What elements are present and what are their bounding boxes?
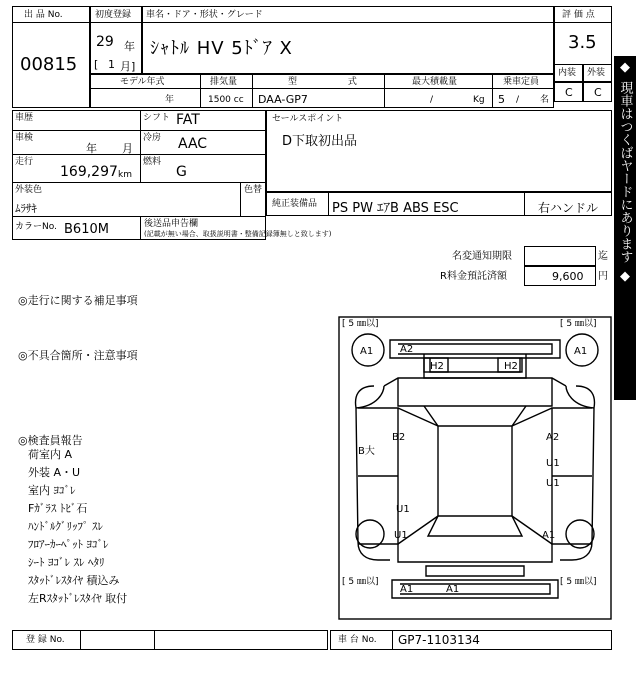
divider (12, 130, 266, 131)
right-side-outline (560, 386, 594, 560)
banner-diamond-top: ◆ (620, 60, 630, 75)
diagram-frame (339, 317, 611, 619)
divider (252, 74, 253, 108)
shift-label: シフト (143, 113, 171, 123)
capacity-value: 5 (498, 93, 505, 106)
mark-tire-fr: A1 (574, 346, 588, 357)
mark-left-rear-u1a: U1 (396, 504, 410, 515)
inspection-month-unit: 月 (122, 142, 133, 155)
divider (12, 22, 90, 23)
defects-title: ◎不具合箇所・注意事項 (18, 349, 138, 362)
divider (140, 216, 141, 240)
history-label: 車歴 (15, 113, 34, 123)
inspector-line: 外装 A・U (28, 466, 81, 479)
mileage-label: 走行 (15, 157, 34, 167)
inspection-year-unit: 年 (86, 142, 97, 155)
color-value: ﾑﾗｻｷ (15, 202, 37, 215)
first-reg-label: 初度登録 (95, 10, 132, 20)
left-side-outline (356, 386, 390, 560)
mark-rear-bumper-a1a: A1 (400, 584, 414, 595)
name-change-unit: 迄 (598, 251, 608, 262)
recycle-label: R料金預託済額 (440, 271, 507, 282)
car-name-label: 車名・ドア・形状・グレード (146, 10, 263, 20)
capacity-label: 乗車定員 (503, 77, 540, 87)
inspector-line: 左Rｽﾀｯﾄﾞﾚｽﾀｲﾔ 取付 (28, 592, 128, 605)
first-reg-month: 1 (108, 58, 115, 71)
mark-left-rear-u1b: U1 (394, 530, 408, 541)
exterior-grade: C (594, 86, 602, 99)
first-reg-year: 29 (96, 34, 114, 50)
model-year-unit: 年 (165, 95, 175, 105)
sales-point-value: D下取初出品 (282, 134, 358, 149)
equipment-value: PS PW ｴｱB ABS ESC (332, 201, 459, 216)
exterior-label: 外装 (587, 68, 606, 78)
driving-notes-title: ◎走行に関する補足事項 (18, 294, 138, 307)
max-load-unit: Kg (473, 95, 485, 105)
steering-value: 右ハンドル (538, 201, 599, 215)
divider (384, 74, 385, 108)
inspection-label: 車検 (15, 133, 34, 143)
equipment-label: 純正装備品 (272, 199, 318, 209)
divider (492, 74, 493, 108)
fuel-value: G (176, 164, 187, 180)
interior-label: 内装 (558, 68, 577, 78)
capacity-unit: 名 (540, 95, 550, 105)
corner-label-bl: [ 5 ㎜以] (342, 577, 379, 587)
name-change-box (524, 246, 596, 266)
lot-no: 00815 (20, 54, 78, 75)
front-bumper (390, 340, 560, 358)
mileage-value: 169,297 (60, 164, 118, 180)
divider (140, 110, 141, 182)
recycle-amount: 9,600 (552, 270, 584, 283)
mark-right-u1b: U1 (546, 478, 560, 489)
color-no-label: カラーNo. (15, 222, 57, 232)
mark-front-bumper: A2 (400, 344, 414, 355)
banner-diamond-bottom: ◆ (620, 269, 630, 284)
max-load-slash: / (430, 95, 434, 105)
corner-label-tr: [ 5 ㎜以] (560, 319, 597, 329)
roof (438, 426, 512, 516)
divider (12, 216, 266, 217)
color-no-value: B610M (64, 222, 109, 237)
score-value: 3.5 (568, 32, 597, 53)
score-label: 評 価 点 (562, 10, 595, 20)
mark-headlight-l: H2 (430, 361, 444, 372)
fuel-label: 燃料 (143, 157, 162, 167)
inspector-line: 荷室内 A (28, 448, 73, 461)
max-load-label: 最大積載量 (412, 77, 458, 87)
shift-value: FAT (176, 112, 200, 128)
ac-value: AAC (178, 136, 208, 152)
car-damage-diagram (338, 316, 612, 620)
first-reg-month-unit: 月] (120, 60, 136, 73)
mark-left-side: B大 (358, 446, 375, 457)
windshield (424, 406, 526, 426)
name-change-label: 名変通知期限 (452, 251, 512, 262)
rear-bumper (392, 580, 558, 598)
lot-no-label: 出 品 No. (24, 10, 63, 20)
divider (200, 74, 201, 108)
location-banner (614, 56, 636, 400)
inspector-lines (28, 446, 127, 608)
first-reg-year-unit: 年 (124, 40, 135, 53)
corner-label-br: [ 5 ㎜以] (560, 577, 597, 587)
banner-text: 現車はつくばヤードにあります (617, 81, 633, 263)
sales-point-label: セールスポイント (272, 114, 344, 124)
chassis-value: GP7-1103134 (398, 633, 480, 647)
type-label: 型 式 (288, 77, 381, 87)
model-year-label: モデル年式 (120, 77, 165, 87)
mark-right-u1a: U1 (546, 458, 560, 469)
rear-window (428, 516, 522, 536)
divider (328, 192, 329, 216)
mark-right-rear-a1: A1 (542, 530, 556, 541)
month-bracket: [ (94, 58, 99, 71)
displacement-label: 排気量 (210, 77, 238, 87)
mark-headlight-r: H2 (504, 361, 518, 372)
capacity-slash: / (516, 95, 520, 105)
divider (12, 154, 266, 155)
ac-label: 冷房 (143, 133, 162, 143)
inspector-line: ﾌﾛｱｰｶｰﾍﾟｯﾄ ﾖｺﾞﾚ (28, 538, 109, 551)
reg-doc-note: (記載が無い場合、取扱説明書・整備記録簿無しと致します) (144, 230, 332, 238)
divider (554, 22, 612, 23)
reg-no-label: 登 録 No. (26, 635, 65, 645)
inspector-line: ﾊﾝﾄﾞﾙｸﾞﾘｯﾌﾟ ｽﾚ (28, 520, 103, 533)
mileage-unit: km (118, 170, 132, 180)
mark-right-door: A2 (546, 432, 560, 443)
divider (80, 630, 81, 650)
divider (154, 630, 155, 650)
inspector-title: ◎検査員報告 (18, 434, 83, 447)
type-value: DAA-GP7 (258, 93, 308, 106)
inspector-line: Fｶﾞﾗｽ ﾄﾋﾞ石 (28, 502, 88, 515)
reg-doc-label: 後送品申告欄 (144, 219, 199, 229)
interior-grade: C (565, 86, 573, 99)
rear-hatch (398, 544, 552, 562)
divider (12, 182, 266, 183)
body-outline (384, 378, 566, 386)
color-change-label: 色替 (244, 185, 263, 195)
recycle-unit: 円 (598, 271, 608, 282)
car-name: ｼｬﾄﾙ HV 5ﾄﾞｱ X (150, 38, 293, 59)
divider (90, 88, 554, 89)
inspector-line: ｼｰﾄ ﾖｺﾞﾚ ｽﾚ ﾍﾀﾘ (28, 556, 105, 569)
mark-left-door: B2 (392, 432, 406, 443)
divider (240, 182, 241, 216)
chassis-label: 車 台 No. (338, 635, 377, 645)
divider (392, 630, 393, 650)
mark-rear-bumper-a1b: A1 (446, 584, 460, 595)
mark-tire-fl: A1 (360, 346, 374, 357)
inspector-line: ｽﾀｯﾄﾞﾚｽﾀｲﾔ 積込み (28, 574, 120, 587)
corner-label-tl: [ 5 ㎜以] (342, 319, 379, 329)
inspector-line: 室内 ﾖｺﾞﾚ (28, 484, 76, 497)
color-label: 外装色 (15, 185, 43, 195)
divider (524, 192, 525, 216)
displacement-value: 1500 cc (208, 95, 244, 105)
